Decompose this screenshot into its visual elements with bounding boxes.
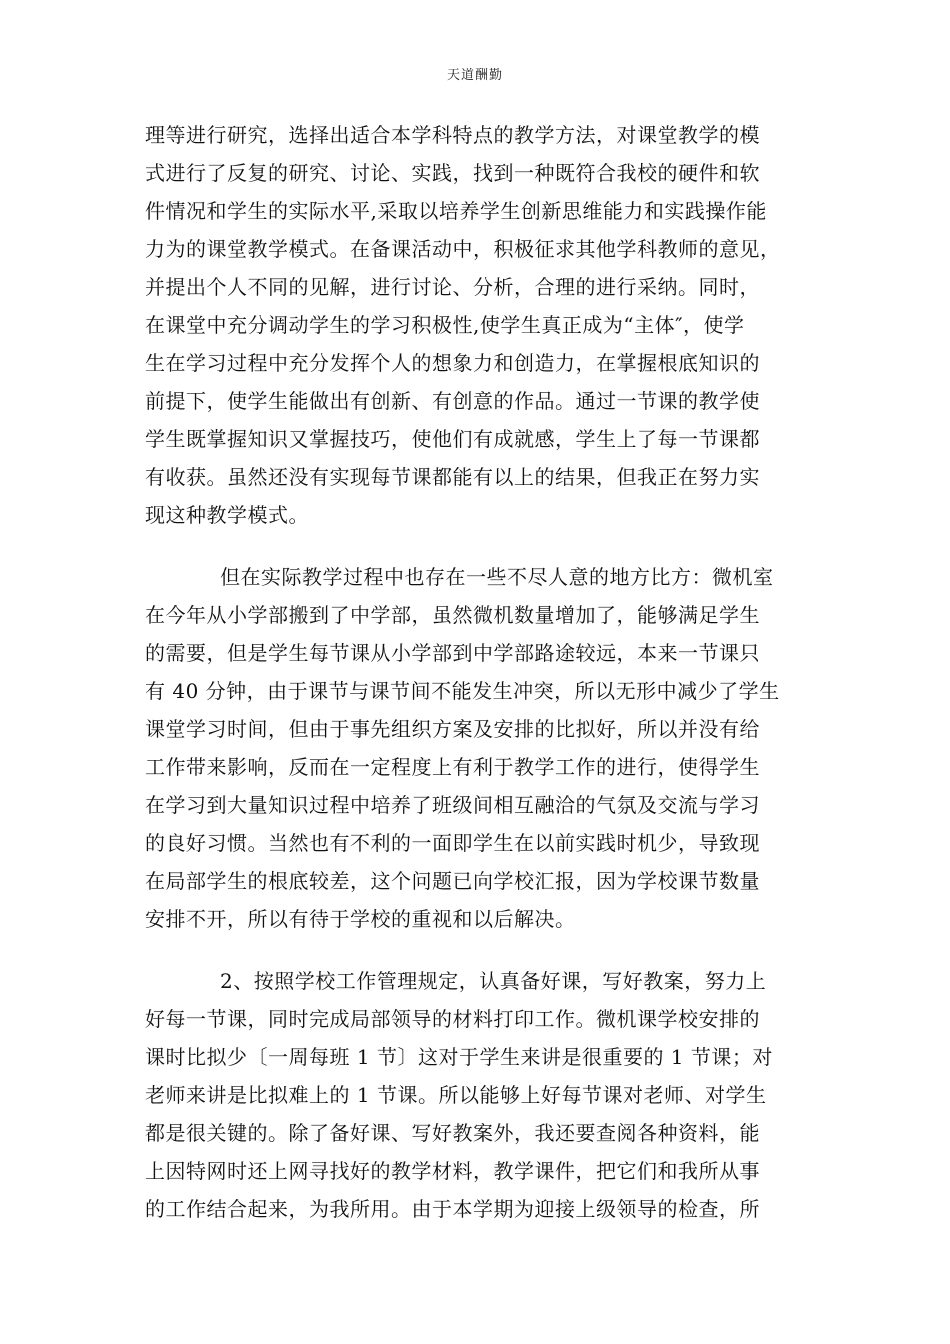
text-line: 前提下，使学生能做出有创新、有创意的作品。通过一节课的教学使 [145,389,760,413]
text-line: 生在学习过程中充分发挥个人的想象力和创造力，在掌握根底知识的 [145,351,760,375]
paragraph-spacer [145,534,800,558]
paragraph-3 [145,962,800,1228]
text-line: 上因特网时还上网寻找好的教学材料，教学课件，把它们和我所从事 [145,1159,760,1183]
paragraph-spacer [145,938,800,962]
text-line: 在今年从小学部搬到了中学部，虽然微机数量增加了，能够满足学生 [145,603,760,627]
text-line: 都是很关键的。除了备好课、写好教案外，我还要查阅各种资料，能 [145,1121,760,1145]
paragraph-2 [145,558,800,938]
text-line: 力为的课堂教学模式。在备课活动中，积极征求其他学科教师的意见， [145,237,781,261]
text-line: 安排不开，所以有待于学校的重视和以后解决。 [145,907,576,931]
document-body [145,116,800,1228]
text-line: 在学习到大量知识过程中培养了班级间相互融洽的气氛及交流与学习 [145,793,760,817]
text-line: 的需要，但是学生每节课从小学部到中学部路途较远，本来一节课只 [145,641,760,665]
text-line: 但在实际教学过程中也存在一些不尽人意的地方比方：微机室 [220,565,774,589]
text-line: 工作带来影响，反而在一定程度上有利于教学工作的进行，使得学生 [145,755,760,779]
text-line: 课时比拟少〔一周每班 1 节〕这对于学生来讲是很重要的 1 节课；对 [145,1045,773,1069]
text-line: 式进行了反复的研究、讨论、实践，找到一种既符合我校的硬件和软 [145,161,760,185]
text-line: 件情况和学生的实际水平,采取以培养学生创新思维能力和实践操作能 [145,199,767,223]
text-line: 有 40 分钟，由于课节与课节间不能发生冲突，所以无形中减少了学生 [145,679,780,703]
text-line: 学生既掌握知识又掌握技巧，使他们有成就感，学生上了每一节课都 [145,427,760,451]
text-line: 在局部学生的根底较差，这个问题已向学校汇报，因为学校课节数量 [145,869,760,893]
text-line: 在课堂中充分调动学生的学习积极性,使学生真正成为“主体″，使学 [145,313,745,337]
text-line: 有收获。虽然还没有实现每节课都能有以上的结果，但我正在努力实 [145,465,760,489]
paragraph-1 [145,116,800,534]
text-line: 的良好习惯。当然也有不利的一面即学生在以前实践时机少，导致现 [145,831,760,855]
text-line: 现这种教学模式。 [145,503,309,527]
page-header: 天道酬勤 [446,68,503,83]
text-line: 理等进行研究，选择出适合本学科特点的教学方法，对课堂教学的模 [145,123,760,147]
text-line: 2、按照学校工作管理规定，认真备好课，写好教案，努力上 [220,969,767,993]
text-line: 老师来讲是比拟难上的 1 节课。所以能够上好每节课对老师、对学生 [145,1083,767,1107]
text-line: 课堂学习时间，但由于事先组织方案及安排的比拟好，所以并没有给 [145,717,760,741]
text-line: 并提出个人不同的见解，进行讨论、分析，合理的进行采纳。同时， [145,275,760,299]
text-line: 的工作结合起来，为我所用。由于本学期为迎接上级领导的检查，所 [145,1197,760,1221]
text-line: 好每一节课，同时完成局部领导的材料打印工作。微机课学校安排的 [145,1007,760,1031]
